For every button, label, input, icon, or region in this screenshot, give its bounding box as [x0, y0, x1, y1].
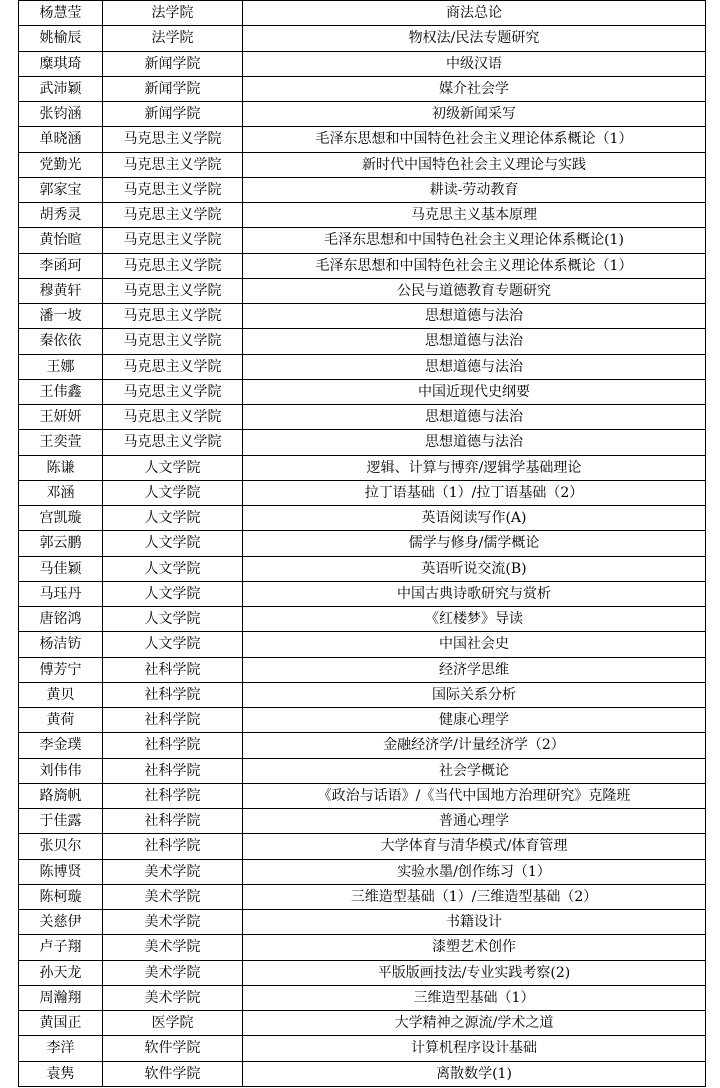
- course-cell: 商法总论: [243, 1, 706, 26]
- table-row: [19, 203, 706, 228]
- school-cell: 新闻学院: [103, 76, 243, 101]
- school-cell: 马克思主义学院: [103, 329, 243, 354]
- school-cell: 马克思主义学院: [103, 430, 243, 455]
- table-row: [19, 834, 706, 859]
- school-cell: 美术学院: [103, 859, 243, 884]
- table-row: [19, 607, 706, 632]
- course-cell: 逻辑、计算与博弈/逻辑学基础理论: [243, 455, 706, 480]
- student-name-cell: 李金璞: [19, 733, 103, 758]
- table-row: [19, 51, 706, 76]
- school-cell: 社科学院: [103, 657, 243, 682]
- table-row: [19, 708, 706, 733]
- student-name-cell: 黄荷: [19, 708, 103, 733]
- school-cell: 马克思主义学院: [103, 379, 243, 404]
- school-cell: 人文学院: [103, 632, 243, 657]
- table-row: [19, 556, 706, 581]
- course-cell: 漆塑艺术创作: [243, 935, 706, 960]
- table-row: [19, 1036, 706, 1061]
- school-cell: 社科学院: [103, 733, 243, 758]
- table-row: [19, 910, 706, 935]
- table-row: [19, 783, 706, 808]
- course-cell: 金融经济学/计量经济学（2）: [243, 733, 706, 758]
- school-cell: 马克思主义学院: [103, 203, 243, 228]
- course-cell: 《政治与话语》/《当代中国地方治理研究》克隆班: [243, 783, 706, 808]
- table-row: [19, 152, 706, 177]
- student-name-cell: 陈柯璇: [19, 884, 103, 909]
- student-name-cell: 潘一坡: [19, 304, 103, 329]
- school-cell: 法学院: [103, 1, 243, 26]
- course-cell: 思想道德与法治: [243, 430, 706, 455]
- course-cell: 平版版画技法/专业实践考察(2): [243, 960, 706, 985]
- school-cell: 软件学院: [103, 1061, 243, 1086]
- student-name-cell: 单晓涵: [19, 127, 103, 152]
- table-row: [19, 960, 706, 985]
- course-cell: 三维造型基础（1）/三维造型基础（2）: [243, 884, 706, 909]
- table-row: [19, 1011, 706, 1036]
- student-name-cell: 周瀚翔: [19, 985, 103, 1010]
- table-row: [19, 228, 706, 253]
- school-cell: 人文学院: [103, 556, 243, 581]
- course-cell: 中国社会史: [243, 632, 706, 657]
- school-cell: 美术学院: [103, 985, 243, 1010]
- school-cell: 医学院: [103, 1011, 243, 1036]
- school-cell: 人文学院: [103, 506, 243, 531]
- course-cell: 计算机程序设计基础: [243, 1036, 706, 1061]
- table-row: [19, 733, 706, 758]
- course-cell: 国际关系分析: [243, 682, 706, 707]
- school-cell: 马克思主义学院: [103, 228, 243, 253]
- school-cell: 新闻学院: [103, 102, 243, 127]
- table-row: [19, 531, 706, 556]
- course-cell: 英语阅读写作(A): [243, 506, 706, 531]
- table-row: [19, 935, 706, 960]
- school-cell: 马克思主义学院: [103, 278, 243, 303]
- school-cell: 马克思主义学院: [103, 304, 243, 329]
- table-row: [19, 480, 706, 505]
- table-row: [19, 809, 706, 834]
- student-name-cell: 陈谦: [19, 455, 103, 480]
- student-name-cell: 王伟鑫: [19, 379, 103, 404]
- table-row: [19, 304, 706, 329]
- school-cell: 社科学院: [103, 708, 243, 733]
- table-row: [19, 127, 706, 152]
- table-row: [19, 379, 706, 404]
- course-cell: 马克思主义基本原理: [243, 203, 706, 228]
- table-row: [19, 430, 706, 455]
- student-name-cell: 王奕萱: [19, 430, 103, 455]
- student-name-cell: 陈博贤: [19, 859, 103, 884]
- course-cell: 中国古典诗歌研究与赏析: [243, 581, 706, 606]
- school-cell: 新闻学院: [103, 51, 243, 76]
- course-cell: 三维造型基础（1）: [243, 985, 706, 1010]
- student-name-cell: 武沛颖: [19, 76, 103, 101]
- school-cell: 社科学院: [103, 809, 243, 834]
- table-row: [19, 177, 706, 202]
- school-cell: 美术学院: [103, 910, 243, 935]
- course-cell: 毛泽东思想和中国特色社会主义理论体系概论(1): [243, 228, 706, 253]
- table-row: [19, 354, 706, 379]
- course-cell: 思想道德与法治: [243, 405, 706, 430]
- roster-sheet: [18, 0, 705, 1087]
- course-cell: 书籍设计: [243, 910, 706, 935]
- student-name-cell: 傅芳宁: [19, 657, 103, 682]
- course-cell: 拉丁语基础（1）/拉丁语基础（2）: [243, 480, 706, 505]
- course-cell: 毛泽东思想和中国特色社会主义理论体系概论（1）: [243, 253, 706, 278]
- table-row: [19, 581, 706, 606]
- student-name-cell: 郭家宝: [19, 177, 103, 202]
- school-cell: 人文学院: [103, 455, 243, 480]
- table-row: [19, 329, 706, 354]
- student-name-cell: 孙天龙: [19, 960, 103, 985]
- school-cell: 人文学院: [103, 607, 243, 632]
- course-cell: 思想道德与法治: [243, 304, 706, 329]
- school-cell: 社科学院: [103, 682, 243, 707]
- student-name-cell: 黄国正: [19, 1011, 103, 1036]
- school-cell: 美术学院: [103, 884, 243, 909]
- course-cell: 中级汉语: [243, 51, 706, 76]
- course-cell: 大学体育与清华模式/体育管理: [243, 834, 706, 859]
- course-cell: 普通心理学: [243, 809, 706, 834]
- roster-body: [19, 1, 706, 1087]
- table-row: [19, 506, 706, 531]
- student-name-cell: 刘伟伟: [19, 758, 103, 783]
- course-cell: 初级新闻采写: [243, 102, 706, 127]
- school-cell: 马克思主义学院: [103, 354, 243, 379]
- student-name-cell: 胡秀灵: [19, 203, 103, 228]
- course-cell: 《红楼梦》导读: [243, 607, 706, 632]
- student-name-cell: 秦依依: [19, 329, 103, 354]
- school-cell: 人文学院: [103, 480, 243, 505]
- roster-table: [18, 0, 706, 1087]
- table-row: [19, 26, 706, 51]
- course-cell: 社会学概论: [243, 758, 706, 783]
- student-name-cell: 黄贝: [19, 682, 103, 707]
- school-cell: 人文学院: [103, 531, 243, 556]
- school-cell: 马克思主义学院: [103, 405, 243, 430]
- student-name-cell: 李函珂: [19, 253, 103, 278]
- school-cell: 马克思主义学院: [103, 152, 243, 177]
- school-cell: 社科学院: [103, 783, 243, 808]
- student-name-cell: 党勤光: [19, 152, 103, 177]
- student-name-cell: 杨洁钫: [19, 632, 103, 657]
- student-name-cell: 黄怡暄: [19, 228, 103, 253]
- table-row: [19, 657, 706, 682]
- course-cell: 思想道德与法治: [243, 354, 706, 379]
- course-cell: 英语听说交流(B): [243, 556, 706, 581]
- student-name-cell: 张贝尔: [19, 834, 103, 859]
- table-row: [19, 682, 706, 707]
- student-name-cell: 杨慧莹: [19, 1, 103, 26]
- course-cell: 物权法/民法专题研究: [243, 26, 706, 51]
- student-name-cell: 糜琪琦: [19, 51, 103, 76]
- course-cell: 思想道德与法治: [243, 329, 706, 354]
- table-row: [19, 859, 706, 884]
- table-row: [19, 1, 706, 26]
- course-cell: 公民与道德教育专题研究: [243, 278, 706, 303]
- student-name-cell: 郭云鹏: [19, 531, 103, 556]
- course-cell: 经济学思维: [243, 657, 706, 682]
- table-row: [19, 1061, 706, 1086]
- table-row: [19, 758, 706, 783]
- student-name-cell: 关慈伊: [19, 910, 103, 935]
- student-name-cell: 姚榆辰: [19, 26, 103, 51]
- table-row: [19, 884, 706, 909]
- table-row: [19, 278, 706, 303]
- course-cell: 耕读-劳动教育: [243, 177, 706, 202]
- table-row: [19, 253, 706, 278]
- student-name-cell: 邓涵: [19, 480, 103, 505]
- course-cell: 实验水墨/创作练习（1）: [243, 859, 706, 884]
- course-cell: 毛泽东思想和中国特色社会主义理论体系概论（1）: [243, 127, 706, 152]
- student-name-cell: 李洋: [19, 1036, 103, 1061]
- school-cell: 马克思主义学院: [103, 253, 243, 278]
- student-name-cell: 马佳颖: [19, 556, 103, 581]
- school-cell: 美术学院: [103, 935, 243, 960]
- student-name-cell: 袁隽: [19, 1061, 103, 1086]
- school-cell: 社科学院: [103, 758, 243, 783]
- course-cell: 儒学与修身/儒学概论: [243, 531, 706, 556]
- course-cell: 大学精神之源流/学术之道: [243, 1011, 706, 1036]
- student-name-cell: 穆黄轩: [19, 278, 103, 303]
- school-cell: 软件学院: [103, 1036, 243, 1061]
- school-cell: 马克思主义学院: [103, 127, 243, 152]
- school-cell: 社科学院: [103, 834, 243, 859]
- table-row: [19, 985, 706, 1010]
- student-name-cell: 卢子翔: [19, 935, 103, 960]
- course-cell: 中国近现代史纲要: [243, 379, 706, 404]
- student-name-cell: 张钧涵: [19, 102, 103, 127]
- school-cell: 法学院: [103, 26, 243, 51]
- student-name-cell: 路旖帆: [19, 783, 103, 808]
- course-cell: 健康心理学: [243, 708, 706, 733]
- school-cell: 人文学院: [103, 581, 243, 606]
- table-row: [19, 405, 706, 430]
- table-row: [19, 76, 706, 101]
- table-row: [19, 455, 706, 480]
- course-cell: 离散数学(1): [243, 1061, 706, 1086]
- student-name-cell: 唐铭鸿: [19, 607, 103, 632]
- table-row: [19, 102, 706, 127]
- student-name-cell: 马珏丹: [19, 581, 103, 606]
- student-name-cell: 王娜: [19, 354, 103, 379]
- student-name-cell: 于佳露: [19, 809, 103, 834]
- course-cell: 媒介社会学: [243, 76, 706, 101]
- student-name-cell: 王妍妍: [19, 405, 103, 430]
- school-cell: 马克思主义学院: [103, 177, 243, 202]
- table-row: [19, 632, 706, 657]
- course-cell: 新时代中国特色社会主义理论与实践: [243, 152, 706, 177]
- school-cell: 美术学院: [103, 960, 243, 985]
- student-name-cell: 宫凯璇: [19, 506, 103, 531]
